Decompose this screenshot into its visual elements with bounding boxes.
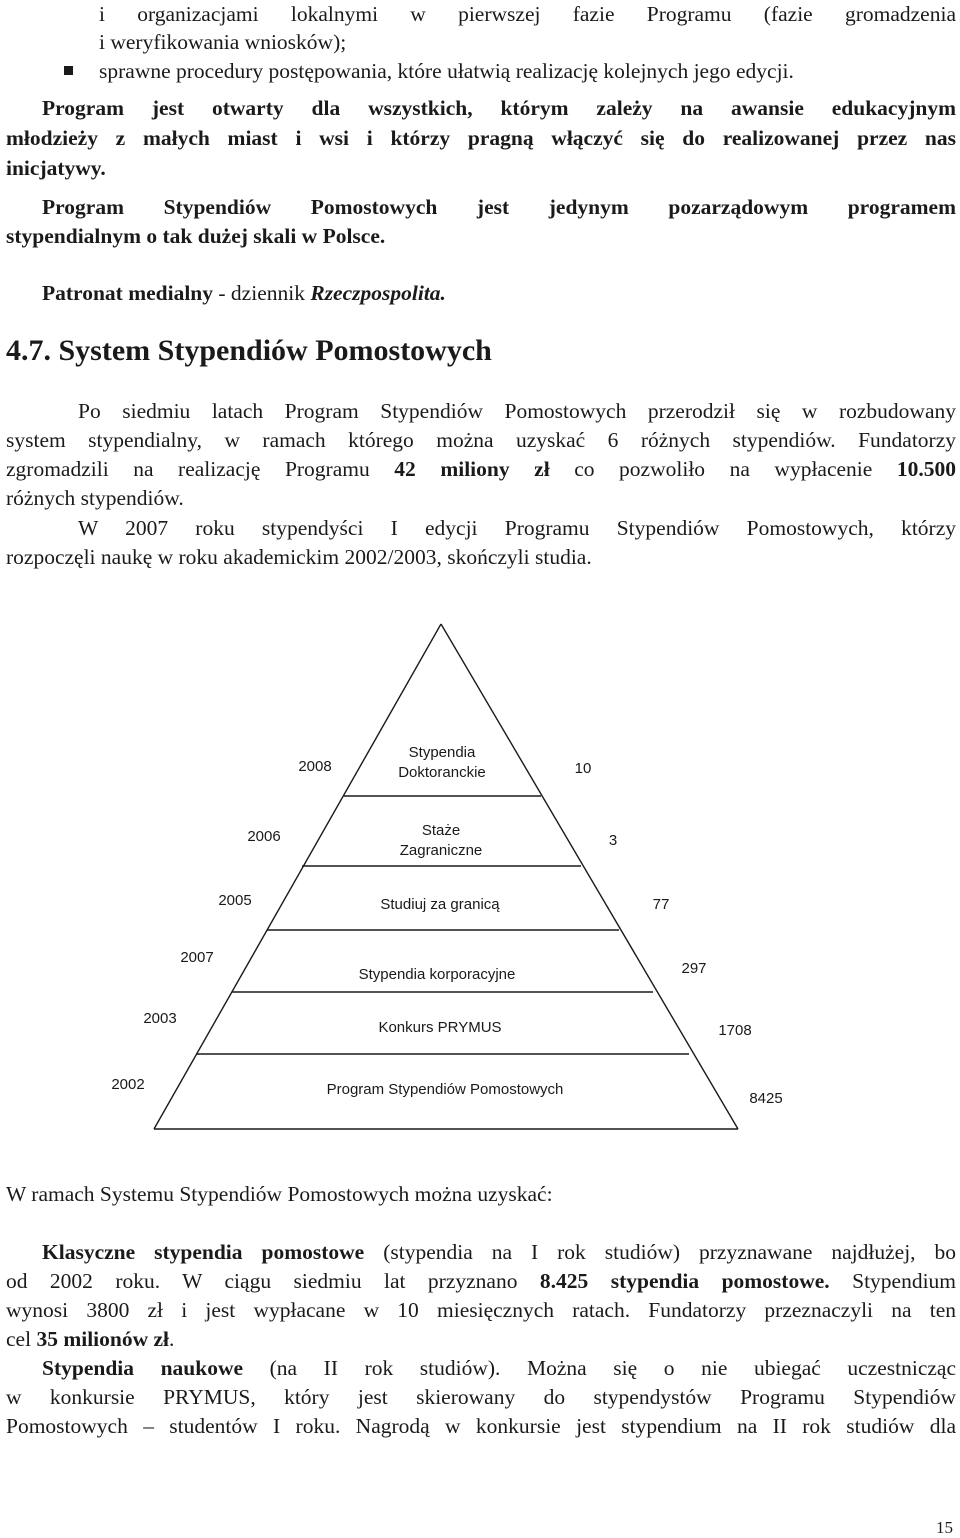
paragraph-line: cel 35 milionów zł.	[6, 1327, 175, 1351]
pyramid-count: 1708	[718, 1022, 752, 1039]
section-title: System Stypendiów Pomostowych	[58, 334, 492, 367]
paragraph-line: zgromadzili na realizację Programu 42 miliony zł co pozwoliło na wypłacenie 10.500	[6, 457, 956, 481]
bullet-icon	[64, 66, 73, 75]
paragraph-line: Pomostowych – studentów I roku. Nagrodą w konkursie jest stypendium na II rok studiów dla	[6, 1414, 956, 1438]
pyramid-count: 8425	[749, 1090, 783, 1107]
scholarship-type-title: Stypendia naukowe	[42, 1356, 244, 1380]
paragraph-line: system stypendialny, w ramach którego można uzyskać 6 różnych stypendiów. Fundatorzy	[6, 428, 956, 452]
scholarship-pyramid	[0, 610, 960, 1130]
pyramid-left-edge	[154, 624, 441, 1129]
pyramid-year: 2005	[218, 892, 252, 909]
pyramid-count: 3	[608, 832, 618, 849]
section-number: 4.7.	[6, 334, 51, 367]
patronat-paper: Rzeczpospolita.	[310, 281, 446, 305]
pyramid-level-name: Zagraniczne	[399, 842, 483, 859]
count-highlight: 10.500	[896, 457, 956, 481]
list-item-text: i organizacjami lokalnymi w pierwszej fazie Programu (fazie gromadzenia	[99, 2, 956, 26]
paragraph-line: rozpoczęli naukę w roku akademickim 2002/2003, skończyli studia.	[6, 545, 592, 569]
scholarship-type-title: Klasyczne stypendia pomostowe	[42, 1240, 365, 1264]
paragraph-line: Klasyczne stypendia pomostowe (stypendia na I rok studiów) przyznawane najdłużej, bo	[42, 1240, 957, 1264]
paragraph-line: różnych stypendiów.	[6, 486, 184, 510]
pyramid-count: 297	[681, 960, 707, 977]
paragraph-line: Po siedmiu latach Program Stypendiów Pomostowych przerodził się w rozbudowany	[78, 399, 956, 423]
pyramid-level-name: Stypendia	[408, 744, 476, 761]
paragraph-line: Program Stypendiów Pomostowych jest jedynym pozarządowym programem	[42, 195, 956, 219]
paragraph-line: wynosi 3800 zł i jest wypłacane w 10 miesięcznych ratach. Fundatorzy przeznaczyli na ten	[6, 1298, 956, 1322]
paragraph-line: w konkursie PRYMUS, który jest skierowany do stypendystów Programu Stypendiów	[6, 1385, 956, 1409]
list-item-text: i weryfikowania wniosków);	[99, 30, 347, 54]
pyramid-level-name: Program Stypendiów Pomostowych	[326, 1081, 564, 1098]
patronat-label: Patronat medialny	[42, 281, 214, 305]
pyramid-year: 2006	[247, 828, 281, 845]
patronat-line	[42, 279, 446, 308]
count-highlight: 8.425 stypendia pomostowe.	[539, 1269, 830, 1293]
paragraph-line: Stypendia naukowe (na II rok studiów). Można się o nie ubiegać uczestnicząc	[42, 1356, 957, 1380]
pyramid-level-name: Konkurs PRYMUS	[378, 1019, 502, 1036]
pyramid-year: 2007	[180, 949, 214, 966]
pyramid-right-edge	[441, 624, 738, 1129]
paragraph-line: Program jest otwarty dla wszystkich, którym zależy na awansie edukacyjnym	[42, 96, 956, 120]
amount-highlight: 35 milionów zł	[36, 1327, 170, 1351]
paragraph-line: stypendialnym o tak dużej skali w Polsce.	[6, 224, 386, 248]
pyramid-count: 10	[574, 760, 592, 777]
pyramid-level-name: Studiuj za granicą	[380, 896, 500, 913]
paragraph-line: młodzieży z małych miast i wsi i którzy pragną włączyć się do realizowanej przez nas	[6, 126, 956, 150]
pyramid-level-name: Stypendia korporacyjne	[358, 966, 516, 983]
pyramid-year: 2003	[143, 1010, 177, 1027]
list-item-text: sprawne procedury postępowania, które ułatwią realizację kolejnych jego edycji.	[99, 59, 794, 83]
section-heading	[6, 334, 492, 368]
pyramid-level-name: Doktoranckie	[398, 764, 486, 781]
amount-highlight: 42 miliony zł	[394, 457, 550, 481]
pyramid-count: 77	[652, 896, 670, 913]
paragraph-line: W ramach Systemu Stypendiów Pomostowych można uzyskać:	[6, 1182, 553, 1206]
pyramid-year: 2008	[298, 758, 332, 775]
pyramid-outline	[154, 624, 738, 1129]
paragraph-line: inicjatywy.	[6, 156, 106, 180]
paragraph-line: W 2007 roku stypendyści I edycji Programu Stypendiów Pomostowych, którzy	[78, 516, 956, 540]
pyramid-year: 2002	[111, 1076, 145, 1093]
pyramid-level-name: Staże	[421, 822, 461, 839]
patronat-dash: - dziennik	[218, 281, 305, 305]
paragraph-line: od 2002 roku. W ciągu siedmiu lat przyznano 8.425 stypendia pomostowe. Stypendium	[6, 1269, 957, 1293]
page-number: 15	[936, 1518, 953, 1537]
